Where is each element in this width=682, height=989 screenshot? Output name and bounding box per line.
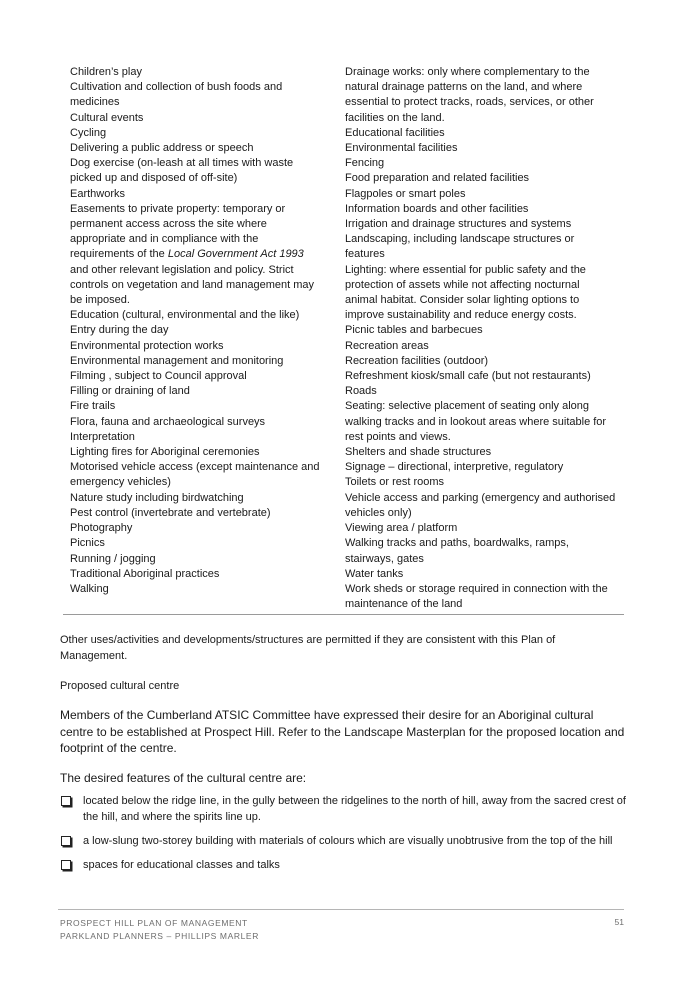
table-line: Seating: selective placement of seating only along	[345, 400, 589, 413]
table-line: Easements to private property: temporary or	[70, 202, 286, 215]
table-line: Cycling	[70, 126, 107, 139]
table-line: Water tanks	[345, 567, 404, 580]
desired-features-list	[60, 793, 630, 881]
table-line: Education (cultural, environmental and the like)	[70, 309, 300, 322]
table-line: Educational facilities	[345, 126, 445, 139]
table-line: Environmental management and monitoring	[70, 354, 284, 367]
table-line: medicines	[70, 96, 120, 109]
table-line: controls on vegetation and land management may	[70, 278, 314, 291]
list-item-text: spaces for educational classes and talks	[83, 859, 280, 871]
table-line: Roads	[345, 385, 377, 398]
table-line: Irrigation and drainage structures and systems	[345, 218, 572, 231]
table-line: Nature study including birdwatching	[70, 491, 244, 504]
checkbox-bullet-icon	[61, 836, 71, 846]
table-line: Children’s play	[70, 66, 142, 78]
list-item-text: located below the ridge line, in the gully between the ridgelines to the north of hill, away from the sacred crest of the hill, and where the spirits line up.	[83, 795, 626, 823]
footer-authors: PARKLAND PLANNERS – PHILLIPS MARLER	[60, 931, 259, 941]
table-line: Cultivation and collection of bush foods and	[70, 81, 283, 94]
table-line: Picnics	[70, 537, 105, 550]
table-line: Dog exercise (on-leash at all times with waste	[70, 157, 294, 170]
table-line: vehicles only)	[345, 506, 412, 519]
table-line: Information boards and other facilities	[345, 202, 529, 215]
table-line: Environmental protection works	[70, 339, 224, 352]
table-line: Photography	[70, 522, 133, 535]
desired-features-intro: The desired features of the cultural centre are:	[60, 771, 307, 785]
table-line: walking tracks and in lookout areas where suitable for	[345, 415, 607, 428]
table-line: and other relevant legislation and policy. Strict	[70, 263, 294, 276]
table-line: permanent access across the site where	[70, 218, 267, 231]
table-line: Earthworks	[70, 187, 126, 200]
list-item	[60, 857, 630, 873]
table-line: Viewing area / platform	[345, 522, 458, 535]
table-line: Fencing	[345, 157, 385, 170]
table-line: features	[345, 248, 385, 261]
table-line: Cultural events	[70, 111, 144, 124]
table-line: Lighting fires for Aboriginal ceremonies	[70, 446, 260, 459]
table-line: Refreshment kiosk/small cafe (but not restaurants)	[345, 370, 591, 383]
table-line: picked up and disposed of off-site)	[70, 172, 238, 185]
table-line: Delivering a public address or speech	[70, 142, 254, 155]
checkbox-bullet-icon	[61, 796, 71, 806]
table-line: stairways, gates	[345, 552, 424, 565]
table-line: Picnic tables and barbecues	[345, 324, 483, 337]
table-line: Fire trails	[70, 400, 116, 413]
table-line: Flora, fauna and archaeological surveys	[70, 415, 266, 428]
table-line: Drainage works: only where complementary to the	[345, 66, 590, 78]
activities-column	[70, 65, 332, 612]
table-line: Running / jogging	[70, 552, 156, 565]
table-line: Landscaping, including landscape structures or	[345, 233, 575, 246]
list-item	[60, 833, 630, 849]
section-heading: Proposed cultural centre	[60, 680, 180, 692]
table-line: maintenance of the land	[345, 598, 463, 611]
table-line: animal habitat. Consider solar lighting options to	[345, 294, 580, 307]
members-paragraph: Members of the Cumberland ATSIC Committee have expressed their desire for an Aboriginal cultural centre to be established at Prospect Hill. Refer to the Landscape Masterplan for the proposed location and footprint of the centre.	[60, 708, 625, 755]
developments-column	[345, 65, 630, 612]
table-bottom-rule	[63, 614, 624, 615]
table-line: facilities on the land.	[345, 111, 445, 124]
permitted-uses-table	[70, 65, 630, 612]
table-line: Flagpoles or smart poles	[345, 187, 466, 200]
list-item-text: a low-slung two-storey building with materials of colours which are visually unobtrusive from the top of the hill	[83, 835, 613, 847]
table-line: Interpretation	[70, 430, 135, 443]
table-line: essential to protect tracks, roads, services, or other	[345, 96, 594, 109]
table-line: natural drainage patterns on the land, and where	[345, 81, 583, 94]
table-line: Recreation facilities (outdoor)	[345, 354, 489, 367]
table-line	[70, 247, 332, 262]
table-line: Vehicle access and parking (emergency and authorised	[345, 491, 616, 504]
other-uses-paragraph: Other uses/activities and developments/structures are permitted if they are consistent with this Plan of Management.	[60, 634, 556, 662]
table-line: Food preparation and related facilities	[345, 172, 530, 185]
table-line: Traditional Aboriginal practices	[70, 567, 220, 580]
table-line: be imposed.	[70, 294, 130, 307]
table-line-text: requirements of the	[70, 248, 168, 261]
footer-rule	[58, 909, 624, 910]
checkbox-bullet-icon	[61, 860, 71, 870]
table-line: Motorised vehicle access (except maintenance and	[70, 461, 320, 474]
table-line: Environmental facilities	[345, 142, 458, 155]
table-line: Entry during the day	[70, 324, 169, 337]
table-line: Work sheds or storage required in connection with the	[345, 582, 608, 595]
table-line: Walking tracks and paths, boardwalks, ramps,	[345, 537, 569, 550]
table-line: emergency vehicles)	[70, 476, 171, 489]
table-line: Toilets or rest rooms	[345, 476, 445, 489]
list-item	[60, 793, 630, 825]
table-line: Signage – directional, interpretive, regulatory	[345, 461, 564, 474]
table-line: Filling or draining of land	[70, 385, 190, 398]
table-line: Pest control (invertebrate and vertebrate)	[70, 506, 271, 519]
table-line: improve sustainability and reduce energy costs.	[345, 309, 577, 322]
table-line: rest points and views.	[345, 430, 451, 443]
table-line: Filming , subject to Council approval	[70, 370, 247, 383]
table-line: Shelters and shade structures	[345, 446, 492, 459]
page-number: 51	[614, 917, 624, 927]
table-line: appropriate and in compliance with the	[70, 233, 259, 246]
footer-document-title: PROSPECT HILL PLAN OF MANAGEMENT	[60, 918, 248, 928]
table-line: Recreation areas	[345, 339, 429, 352]
footer-title	[60, 917, 259, 943]
act-title: Local Government Act 1993	[167, 248, 304, 261]
table-line: protection of assets while not affecting nocturnal	[345, 278, 580, 291]
table-line: Lighting: where essential for public safety and the	[345, 263, 586, 276]
table-line: Walking	[70, 582, 109, 595]
